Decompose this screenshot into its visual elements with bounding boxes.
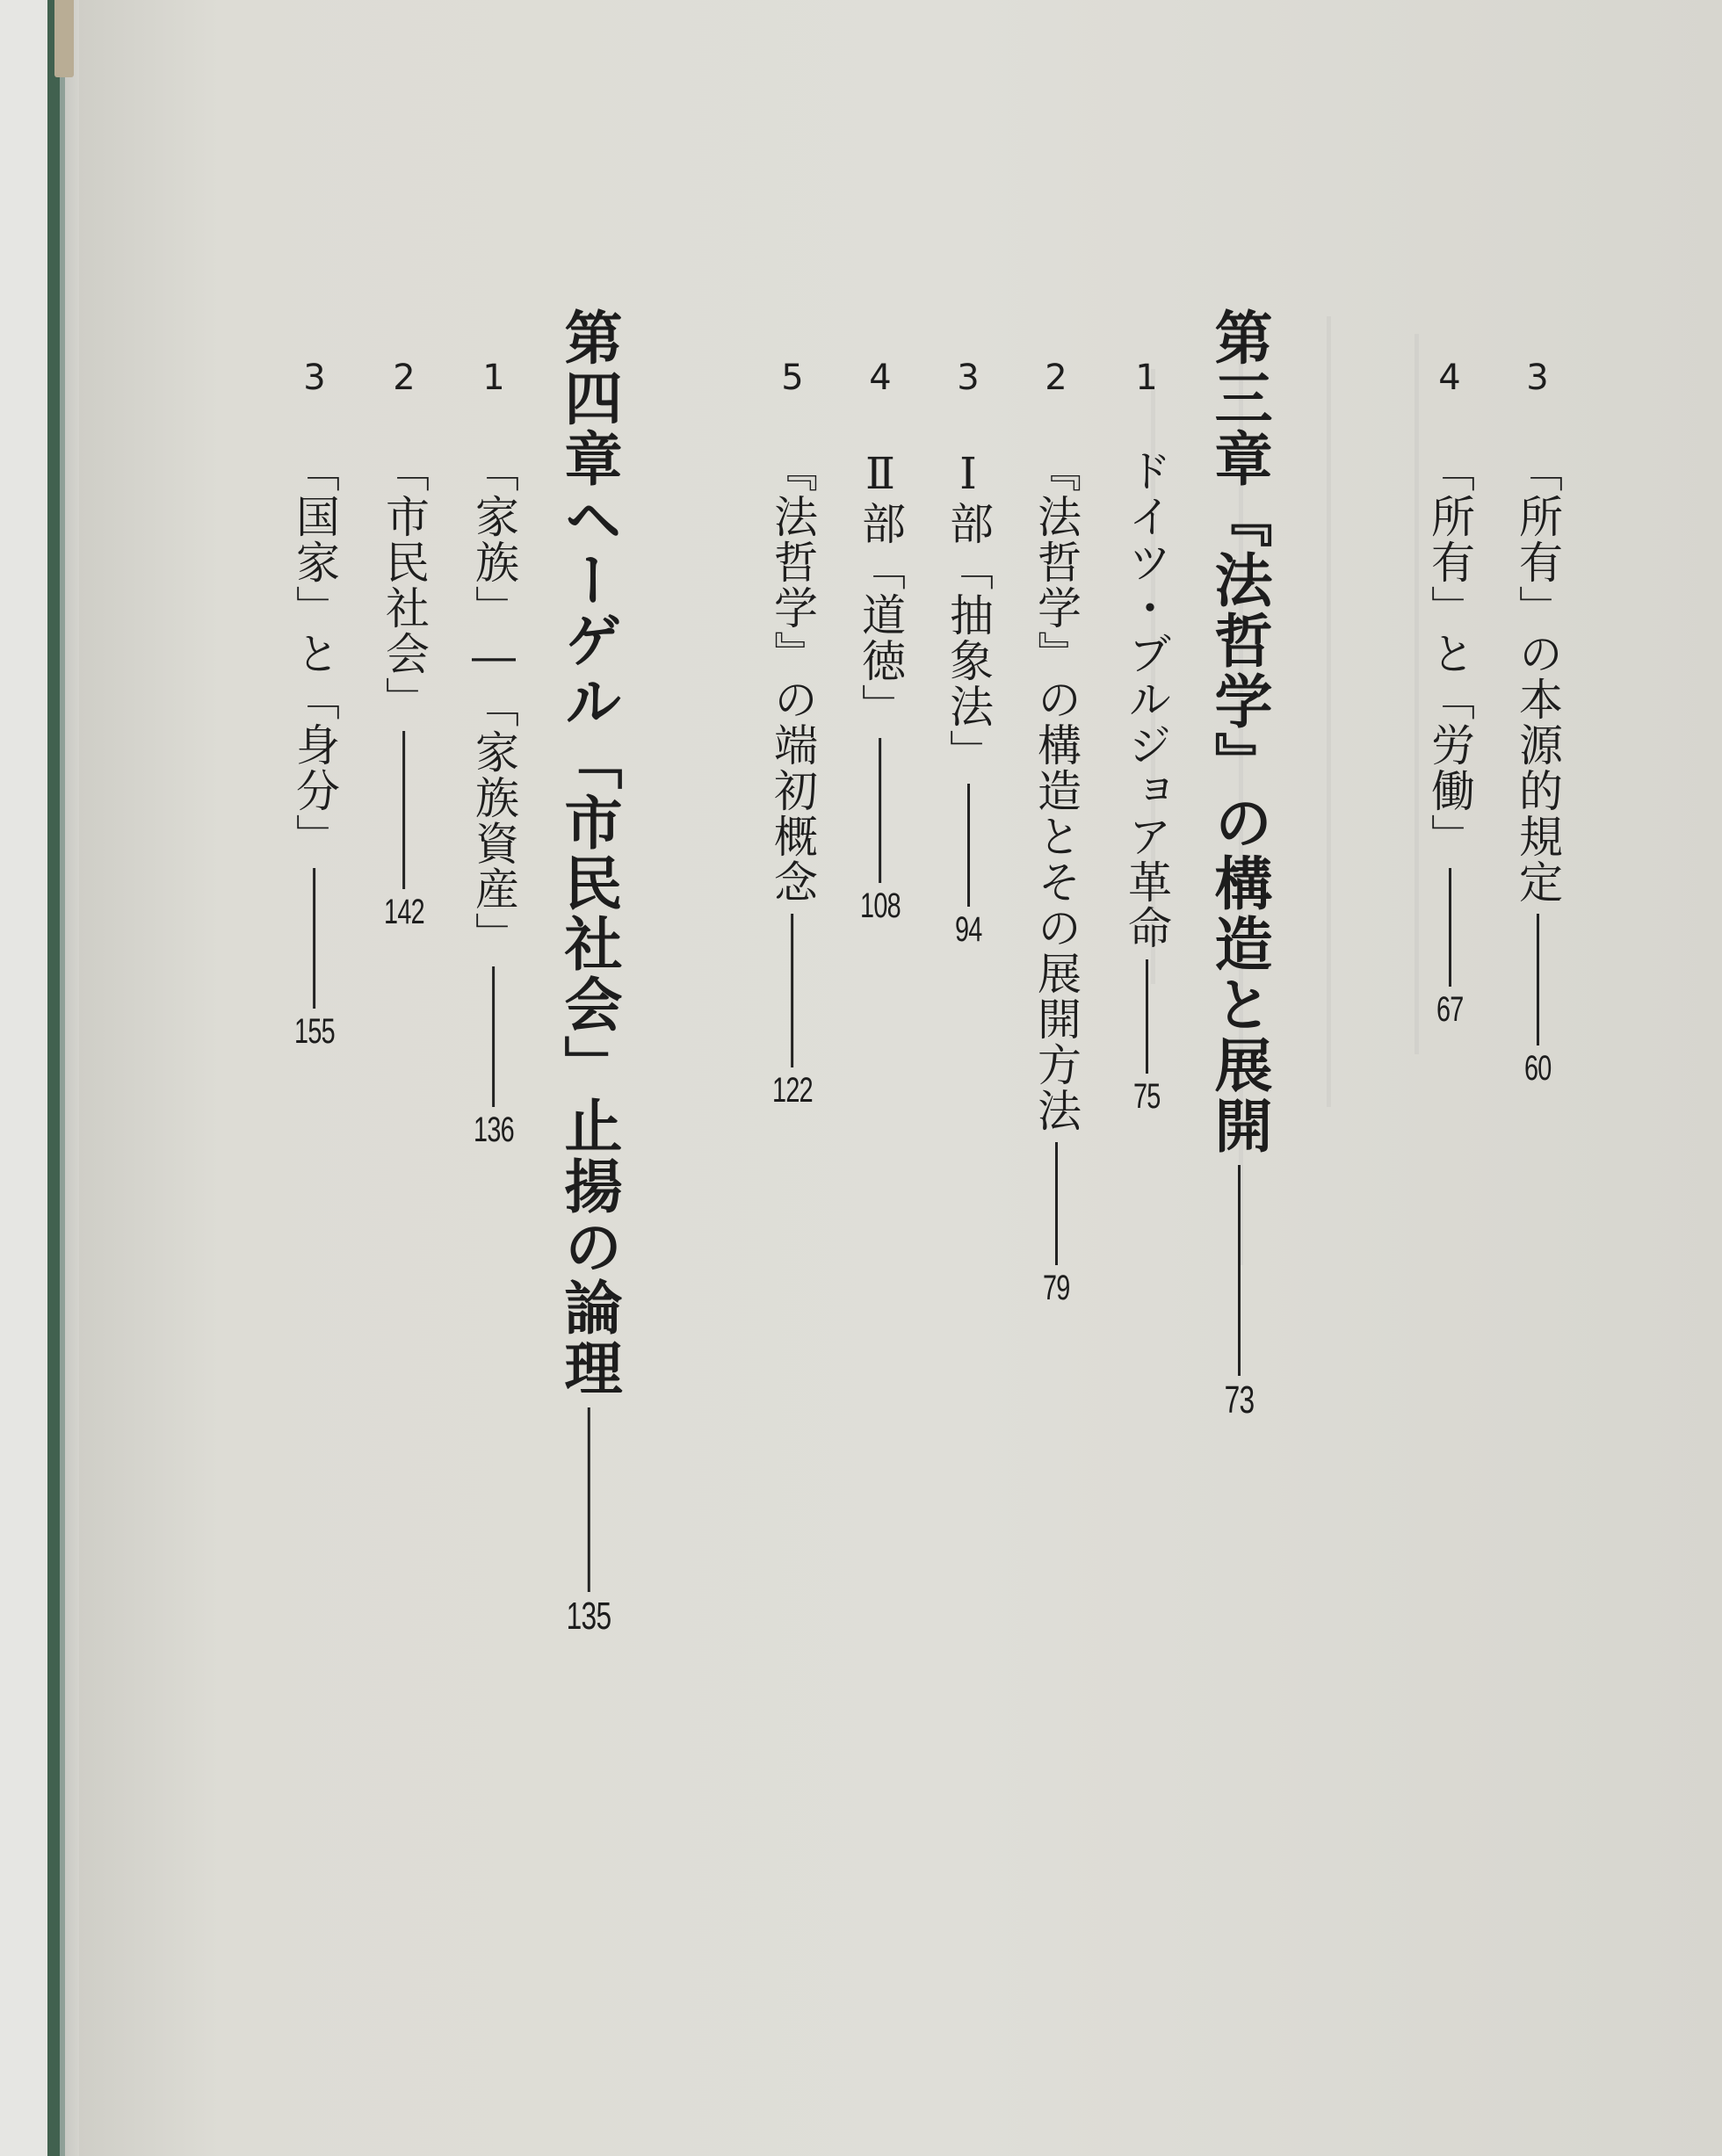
- chapter-title: 第三章『法哲学』の構造と展開: [1205, 307, 1273, 1156]
- toc-entry-4[interactable]: [1424, 358, 1475, 1029]
- spine-tab: [54, 0, 74, 77]
- leader-dash: [792, 914, 794, 1067]
- leader-dash: [1537, 914, 1539, 1045]
- toc-entry-3-1[interactable]: [1121, 358, 1172, 1116]
- chapter-4-heading[interactable]: [554, 307, 623, 1638]
- entry-number: 4: [1438, 358, 1461, 398]
- entry-page-number: 108: [860, 886, 901, 925]
- chapter-3-heading[interactable]: [1205, 307, 1273, 1422]
- toc-entry-4-2[interactable]: [376, 360, 432, 930]
- entry-title: ドイツ・ブルジョア革命: [1121, 448, 1172, 951]
- entry-title: 『法哲学』の構造とその展開方法: [1031, 448, 1082, 1133]
- chapter-page-number: 73: [1224, 1378, 1254, 1422]
- toc-entry-3-2[interactable]: [1031, 358, 1082, 1307]
- entry-title: 「家族」―「家族資産」: [468, 448, 519, 958]
- leader-dash: [493, 966, 496, 1107]
- toc-entry-4-3[interactable]: [286, 360, 343, 1049]
- leader-dash: [314, 868, 316, 1009]
- toc-entry-3-5[interactable]: [764, 360, 821, 1108]
- entry-page-number: 60: [1523, 1049, 1552, 1088]
- entry-title: 『法哲学』の端初概念: [767, 448, 818, 905]
- toc-page: [79, 0, 1722, 2156]
- entry-number: 1: [1135, 358, 1158, 398]
- leader-dash: [1146, 959, 1148, 1074]
- chapter-page-number: 135: [566, 1595, 611, 1638]
- entry-number: 5: [781, 358, 804, 398]
- entry-page-number: 155: [294, 1012, 335, 1051]
- entry-page-number: 142: [384, 893, 424, 931]
- leader-dash: [879, 738, 882, 883]
- book-spine: [0, 0, 79, 2156]
- leader-dash: [587, 1407, 590, 1592]
- entry-number: 4: [869, 358, 892, 398]
- entry-number: 1: [482, 358, 505, 398]
- entry-page-number: 75: [1132, 1077, 1161, 1116]
- chapter-title: 第四章ヘーゲル「市民社会」止揚の論理: [554, 307, 623, 1399]
- entry-page-number: 122: [772, 1071, 813, 1110]
- entry-page-number: 67: [1436, 990, 1464, 1029]
- entry-number: 3: [1526, 358, 1549, 398]
- entry-number: 3: [303, 358, 326, 398]
- leader-dash: [1449, 868, 1451, 987]
- entry-page-number: 94: [954, 910, 982, 949]
- toc-entry-3-3[interactable]: [943, 358, 994, 949]
- leader-dash: [967, 784, 970, 907]
- leader-dash: [1238, 1165, 1241, 1376]
- entry-number: 2: [1045, 358, 1067, 398]
- entry-title: 「市民社会」: [379, 448, 430, 722]
- show-through-mark: [1327, 316, 1371, 1107]
- toc-entry-3-4[interactable]: [852, 360, 908, 923]
- leader-dash: [1055, 1142, 1058, 1265]
- toc-entry-4-1[interactable]: [466, 360, 522, 1147]
- entry-title: 「所有」と「労働」: [1424, 448, 1475, 859]
- entry-number: 2: [393, 358, 416, 398]
- toc-entry-3[interactable]: [1512, 358, 1563, 1088]
- entry-title: Ⅰ部「抽象法」: [943, 448, 994, 775]
- entry-page-number: 79: [1042, 1269, 1070, 1307]
- entry-page-number: 136: [474, 1111, 514, 1149]
- entry-title: Ⅱ部「道徳」: [855, 448, 906, 729]
- entry-number: 3: [957, 358, 980, 398]
- entry-title: 「国家」と「身分」: [289, 448, 340, 859]
- entry-title: 「所有」の本源的規定: [1512, 448, 1563, 905]
- leader-dash: [403, 731, 406, 889]
